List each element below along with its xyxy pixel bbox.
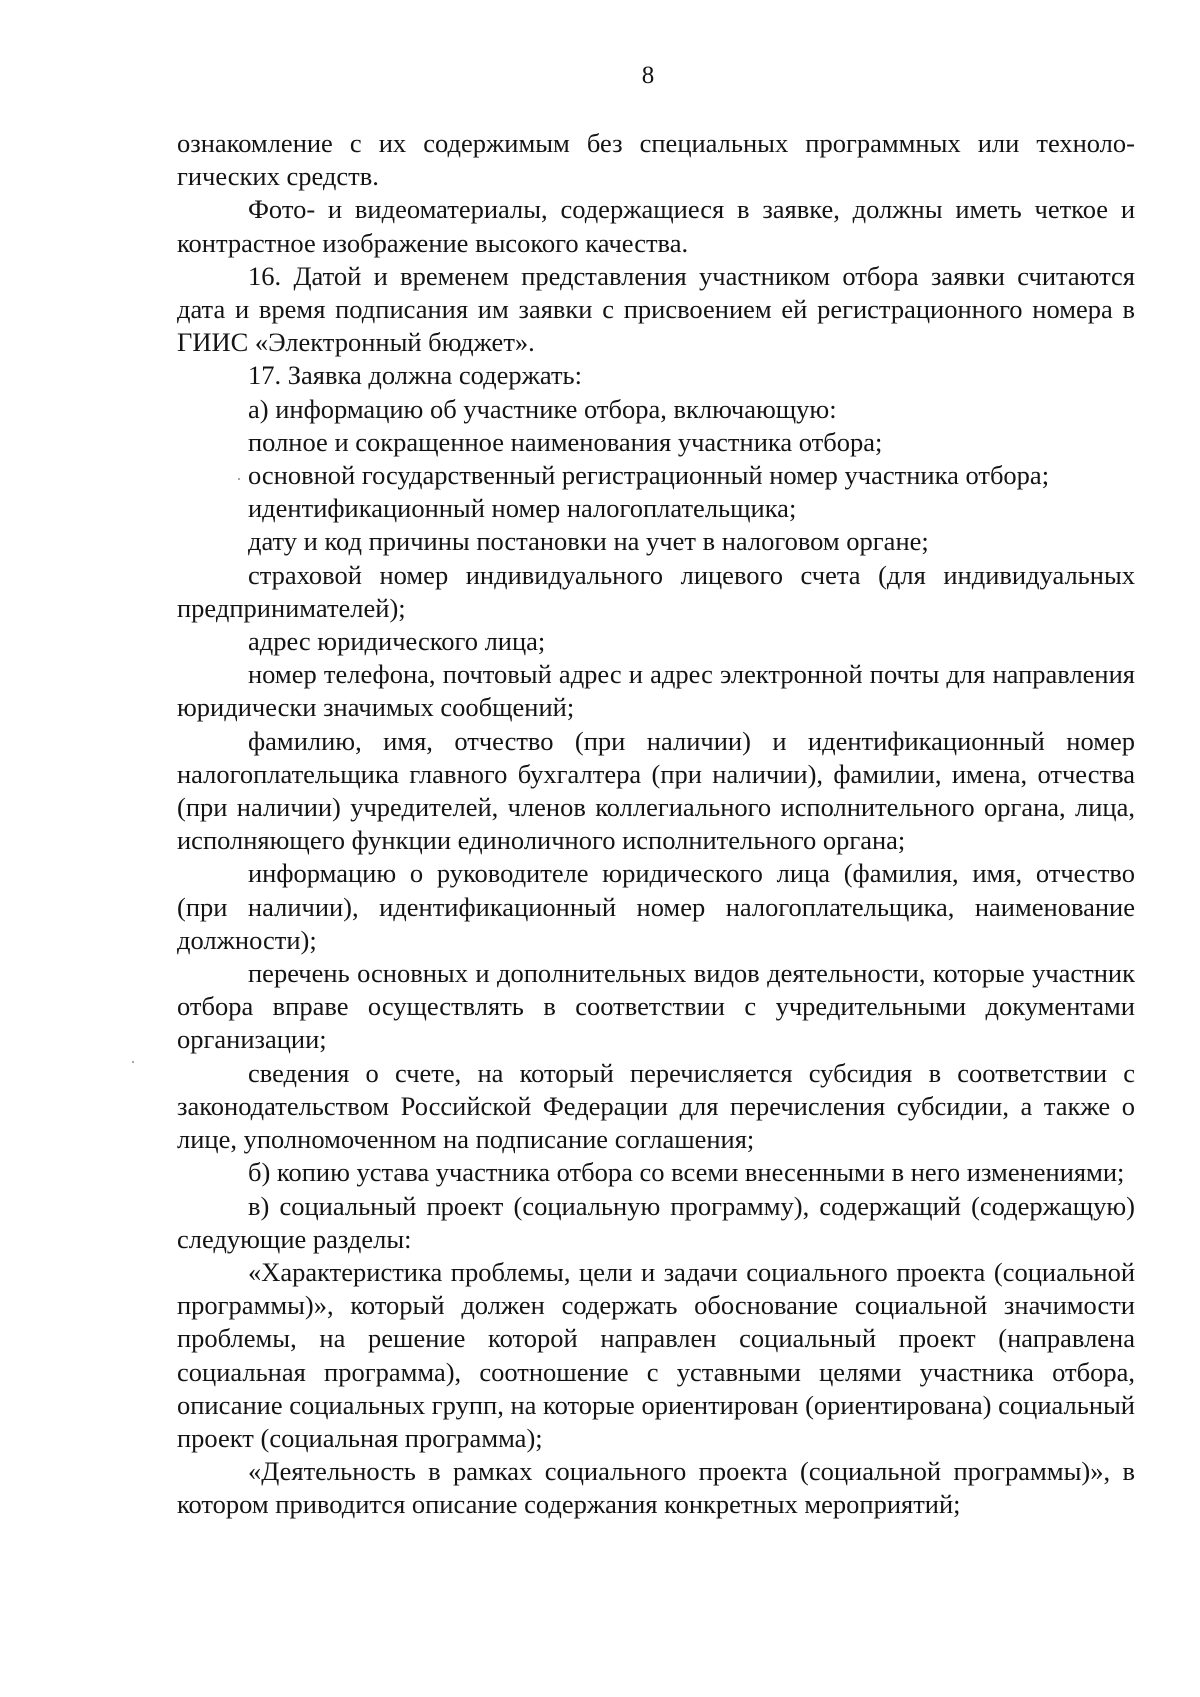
paragraph-accountant: фамилию, имя, отчество (при наличии) и идентификационный номер налогоплательщика главного бухгалтера (при наличии), фамилии, имена, отчества (при наличии) учредителей, членов коллегиального исполнительного органа, лица, исполняющего функции единоличного исполнительного органа; [177,725,1135,856]
paragraph-item-17v: в) социальный проект (социальную программу), содержащий (содержащую) следующие разделы: [177,1190,1135,1254]
paragraph-photo-video: Фото- и видеоматериалы, содержащиеся в заявке, должны иметь четкое и контрастное изображение высокого качества. [177,194,1135,258]
paragraph-contacts: номер телефона, почтовый адрес и адрес электронной почты для направления юридически значимых сообщений; [177,659,1135,723]
paragraph-full-name: полное и сокращенное наименования участника отбора; [248,426,883,457]
scan-speck [238,478,240,480]
paragraph-continuation: ознакомление с их содержимым без специальных программных или технологических средств. [177,128,1135,192]
paragraph-item-17: 17. Заявка должна содержать: [248,360,582,391]
paragraph-problem-section: «Характеристика проблемы, цели и задачи социального проекта (социальной программы)», который должен содержать обоснование социальной значимости проблемы, на решение которой направлен социальный проект (направлена социальная программа), соотношение с уставными целями участника отбора, описание социальных групп, на которые ориентирован (ориентирована) социальный проект (социальная программа); [177,1256,1135,1453]
paragraph-legal-address: адрес юридического лица; [248,626,546,657]
paragraph-activity-section: «Деятельность в рамках социального проекта (социальной программы)», в котором приводится описание содержания конкретных мероприятий; [177,1456,1135,1520]
paragraph-item-17b: б) копию устава участника отбора со всеми внесенными в него изменениями; [248,1157,1125,1188]
paragraph-activities: перечень основных и дополнительных видов деятельности, которые участник отбора вправе осуществлять в соответствии с учредительными документами организации; [177,958,1135,1055]
scan-speck [132,1061,134,1063]
paragraph-inn: идентификационный номер налогоплательщика; [248,493,797,524]
paragraph-bank-account: сведения о счете, на который перечисляется субсидия в соответствии с законодательством Российской Федерации для перечисления субсидии, а также о лице, уполномоченном на подписание соглашения; [177,1057,1135,1155]
page-number: 8 [641,62,655,89]
paragraph-head-info: информацию о руководителе юридического лица (фамилия, имя, отчество (при наличии), идентификационный номер налогоплательщика, наименование должности); [177,858,1135,955]
paragraph-item-16: 16. Датой и временем представления участником отбора заявки считаются дата и время подписания им заявки с присвоением ей регистрационного номера в ГИИС «Электронный бюджет». [177,260,1135,358]
paragraph-item-17a: а) информацию об участнике отбора, включающую: [248,393,837,424]
paragraph-ogrn: основной государственный регистрационный номер участника отбора; [248,460,1050,491]
document-body [177,127,1135,1522]
paragraph-kpp: дату и код причины постановки на учет в налоговом органе; [248,526,929,557]
paragraph-snils: страховой номер индивидуального лицевого счета (для индивидуальных предпринимателей); [177,559,1135,623]
